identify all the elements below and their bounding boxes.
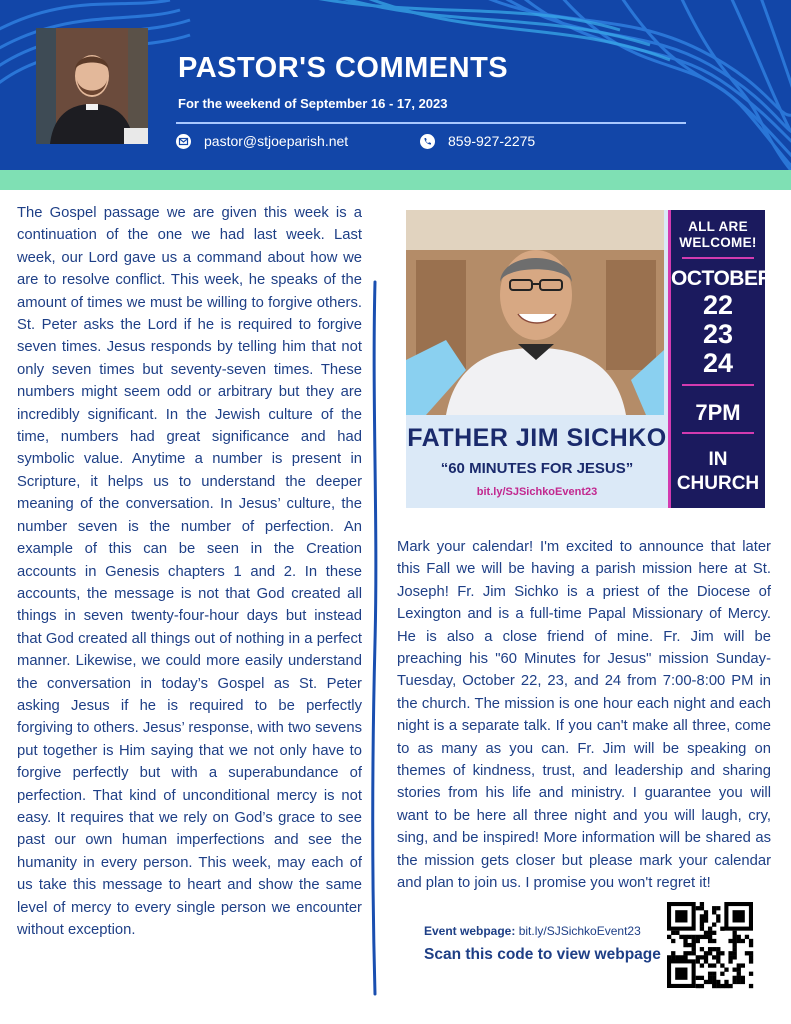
qr-module xyxy=(683,935,687,939)
qr-module xyxy=(749,955,753,959)
qr-module xyxy=(683,943,687,947)
qr-module xyxy=(700,922,704,926)
qr-module xyxy=(716,980,720,984)
event-webpage-label: Event webpage: xyxy=(424,924,516,938)
qr-module xyxy=(708,980,712,984)
qr-module xyxy=(749,951,753,955)
qr-module xyxy=(724,980,728,984)
qr-module xyxy=(712,910,716,914)
qr-module xyxy=(733,939,737,943)
event-day-1: 22 xyxy=(702,290,734,320)
qr-module xyxy=(716,914,720,918)
qr-module xyxy=(737,963,741,967)
qr-module xyxy=(692,943,696,947)
email-icon xyxy=(176,134,191,149)
qr-module xyxy=(741,980,745,984)
qr-module xyxy=(667,955,671,959)
qr-module xyxy=(708,947,712,951)
phone-text[interactable]: 859-927-2275 xyxy=(448,133,536,149)
qr-module xyxy=(671,931,675,935)
qr-module xyxy=(704,931,708,935)
qr-module xyxy=(683,939,687,943)
event-time: 7PM xyxy=(695,400,741,425)
qr-module xyxy=(749,939,753,943)
qr-module xyxy=(704,959,708,963)
qr-module xyxy=(704,955,708,959)
qr-module xyxy=(733,955,737,959)
qr-module xyxy=(692,939,696,943)
qr-module xyxy=(749,984,753,988)
pastor-photo xyxy=(36,28,148,144)
qr-module xyxy=(737,939,741,943)
qr-module xyxy=(683,951,687,955)
weekend-date: For the weekend of September 16 - 17, 2023 xyxy=(178,96,448,111)
qr-module xyxy=(700,902,704,906)
qr-module xyxy=(741,976,745,980)
qr-module xyxy=(700,935,704,939)
qr-module xyxy=(737,935,741,939)
qr-module xyxy=(671,951,675,955)
qr-module xyxy=(692,951,696,955)
qr-module xyxy=(728,984,732,988)
page-title: PASTOR'S COMMENTS xyxy=(178,52,509,84)
email-contact[interactable] xyxy=(176,133,348,149)
event-month: OCTOBER xyxy=(671,267,773,290)
qr-module xyxy=(708,927,712,931)
qr-module xyxy=(708,976,712,980)
qr-module xyxy=(728,955,732,959)
qr-module xyxy=(712,972,716,976)
qr-module xyxy=(712,922,716,926)
qr-module xyxy=(745,935,749,939)
phone-contact[interactable] xyxy=(420,133,535,149)
father-jim-photo xyxy=(406,210,664,415)
qr-module xyxy=(679,935,683,939)
qr-module xyxy=(716,906,720,910)
qr-module xyxy=(728,951,732,955)
qr-module xyxy=(687,951,691,955)
qr-module xyxy=(712,939,716,943)
qr-module xyxy=(712,947,716,951)
qr-module xyxy=(737,980,741,984)
qr-finder xyxy=(733,910,745,922)
qr-module xyxy=(724,984,728,988)
band-divider xyxy=(682,384,754,386)
qr-module xyxy=(741,963,745,967)
qr-module xyxy=(671,939,675,943)
qr-module xyxy=(733,947,737,951)
qr-module xyxy=(745,951,749,955)
qr-module xyxy=(704,951,708,955)
mission-promo-graphic xyxy=(406,210,773,508)
band-divider xyxy=(682,432,754,434)
qr-module xyxy=(737,972,741,976)
qr-module xyxy=(704,910,708,914)
email-text[interactable]: pastor@stjoeparish.net xyxy=(204,133,349,149)
event-details-band xyxy=(668,210,773,508)
qr-module xyxy=(704,918,708,922)
qr-module xyxy=(687,943,691,947)
qr-module xyxy=(712,906,716,910)
qr-module xyxy=(733,943,737,947)
qr-module xyxy=(716,959,720,963)
event-webpage-link[interactable]: bit.ly/SJSichkoEvent23 xyxy=(518,924,641,938)
qr-module xyxy=(675,931,679,935)
qr-module xyxy=(704,935,708,939)
qr-module xyxy=(700,963,704,967)
qr-module xyxy=(733,976,737,980)
qr-module xyxy=(696,959,700,963)
qr-module xyxy=(696,955,700,959)
event-day-3: 24 xyxy=(702,348,734,378)
qr-module xyxy=(696,906,700,910)
qr-finder xyxy=(675,910,687,922)
qr-module xyxy=(708,935,712,939)
qr-module xyxy=(716,951,720,955)
qr-module xyxy=(749,943,753,947)
header-banner xyxy=(0,0,791,170)
accent-stripe xyxy=(0,170,791,190)
band-divider xyxy=(682,257,754,259)
qr-module xyxy=(700,984,704,988)
qr-module xyxy=(696,939,700,943)
qr-module xyxy=(712,931,716,935)
promo-link: bit.ly/SJSichkoEvent23 xyxy=(476,486,598,498)
qr-module xyxy=(696,976,700,980)
qr-module xyxy=(733,951,737,955)
speaker-name: FATHER JIM SICHKO xyxy=(407,424,667,452)
qr-module xyxy=(712,980,716,984)
article-body: The Gospel passage we are given this week is a continuation of the one we had last week. Last week, our Lord gave us a command about how we are to resolve conflict. This week, he speaks of the amount of times we must be willing to forgive others. St. Peter asks the Lord if he is required to forgive seven times. Jesus responds by telling him that not only seven times but seventy-seven times. These numbers might seem odd or arbitrary but they are incredibly significant. In the Jewish culture of the time, numbers had great significance and had symbolic value. Anytime a number is present in Scripture, it helps us to understand the deeper meaning of the conversation. In Jesus’ culture, the number seven is the number of perfection. An example of this can be seen in the Creation accounts in Genesis chapters 1 and 2. In these accounts, the message is not that God created all things in seven twenty-four-hour days but instead that God created all things out of nothing in a perfect manner. Likewise, we could more easily understand the conversation in today’s Gospel as St. Peter asking Jesus if he is required to be perfectly forgiving to others. Jesus’ response, with two sevens put together is Him saying that we not only have to forgive perfectly but with a superabundance of perfection. That kind of unconditional mercy is not easy. It requires that we rely on God’s grace to see past our own human imperfections and see the humanity in every person. This week, may each of us take this message to heart and show the same level of mercy to every single person we encounter without exception. xyxy=(17,205,362,938)
qr-module xyxy=(728,959,732,963)
qr-module xyxy=(749,959,753,963)
qr-module xyxy=(708,972,712,976)
header-rule xyxy=(176,122,686,124)
qr-module xyxy=(724,968,728,972)
qr-module xyxy=(720,951,724,955)
phone-icon xyxy=(420,134,435,149)
event-location: IN CHURCH xyxy=(676,449,760,494)
qr-module xyxy=(704,914,708,918)
welcome-text: ALL ARE WELCOME! xyxy=(679,219,757,250)
qr-code[interactable] xyxy=(667,902,753,988)
mission-title: “60 MINUTES FOR JESUS” xyxy=(440,460,634,477)
qr-module xyxy=(716,984,720,988)
qr-module xyxy=(749,972,753,976)
qr-module xyxy=(733,968,737,972)
event-webpage[interactable] xyxy=(424,924,641,938)
qr-module xyxy=(679,955,683,959)
qr-module xyxy=(700,914,704,918)
qr-module xyxy=(683,955,687,959)
qr-module xyxy=(733,931,737,935)
qr-module xyxy=(692,947,696,951)
qr-module xyxy=(671,955,675,959)
qr-module xyxy=(708,931,712,935)
column-divider xyxy=(369,282,381,994)
qr-module xyxy=(733,935,737,939)
qr-module xyxy=(716,918,720,922)
announcement-body: Mark your calendar! I'm excited to announce that later this Fall we will be having a parish mission here at St. Joseph! Fr. Jim Sichko is a priest of the Diocese of Lexington and is a full-time Papal Missionary of Mercy. He is also a close friend of mine. Fr. Jim will be preaching his "60 Minutes for Jesus" mission Sunday-Tuesday, October 22, 23, and 24 from 7:00-8:00 PM in the church. The mission is one hour each night and each night is a separate talk. If you can't make all three, come to as many as you can. Fr. Jim will be speaking on themes of kindness, trust, and leadership and sharing stories from his life and ministry. I guarantee you will want to be here all three night and you will laugh, cry, sing, and be inspired! More information will be shared as the mission gets closer but please mark your calendar and plan to join us. I promise you won't regret it! xyxy=(397,539,771,892)
qr-module xyxy=(700,906,704,910)
qr-module xyxy=(700,976,704,980)
qr-module xyxy=(708,963,712,967)
qr-module xyxy=(700,955,704,959)
qr-module xyxy=(667,935,671,939)
scan-instruction: Scan this code to view webpage xyxy=(424,946,661,963)
qr-module xyxy=(716,955,720,959)
qr-module xyxy=(704,980,708,984)
qr-module xyxy=(692,935,696,939)
qr-module xyxy=(712,955,716,959)
qr-module xyxy=(675,955,679,959)
qr-module xyxy=(716,947,720,951)
qr-module xyxy=(712,984,716,988)
qr-module xyxy=(712,976,716,980)
qr-module xyxy=(737,968,741,972)
qr-module xyxy=(712,963,716,967)
qr-module xyxy=(708,951,712,955)
qr-module xyxy=(720,984,724,988)
qr-module xyxy=(700,927,704,931)
qr-module xyxy=(720,927,724,931)
qr-module xyxy=(696,935,700,939)
qr-module xyxy=(687,935,691,939)
qr-module xyxy=(720,972,724,976)
qr-module xyxy=(708,939,712,943)
qr-module xyxy=(737,976,741,980)
event-day-2: 23 xyxy=(702,319,734,349)
qr-module xyxy=(700,918,704,922)
qr-module xyxy=(720,963,724,967)
qr-finder xyxy=(675,968,687,980)
qr-module xyxy=(728,939,732,943)
qr-module xyxy=(733,980,737,984)
qr-module xyxy=(741,939,745,943)
qr-module xyxy=(696,984,700,988)
qr-module xyxy=(700,947,704,951)
